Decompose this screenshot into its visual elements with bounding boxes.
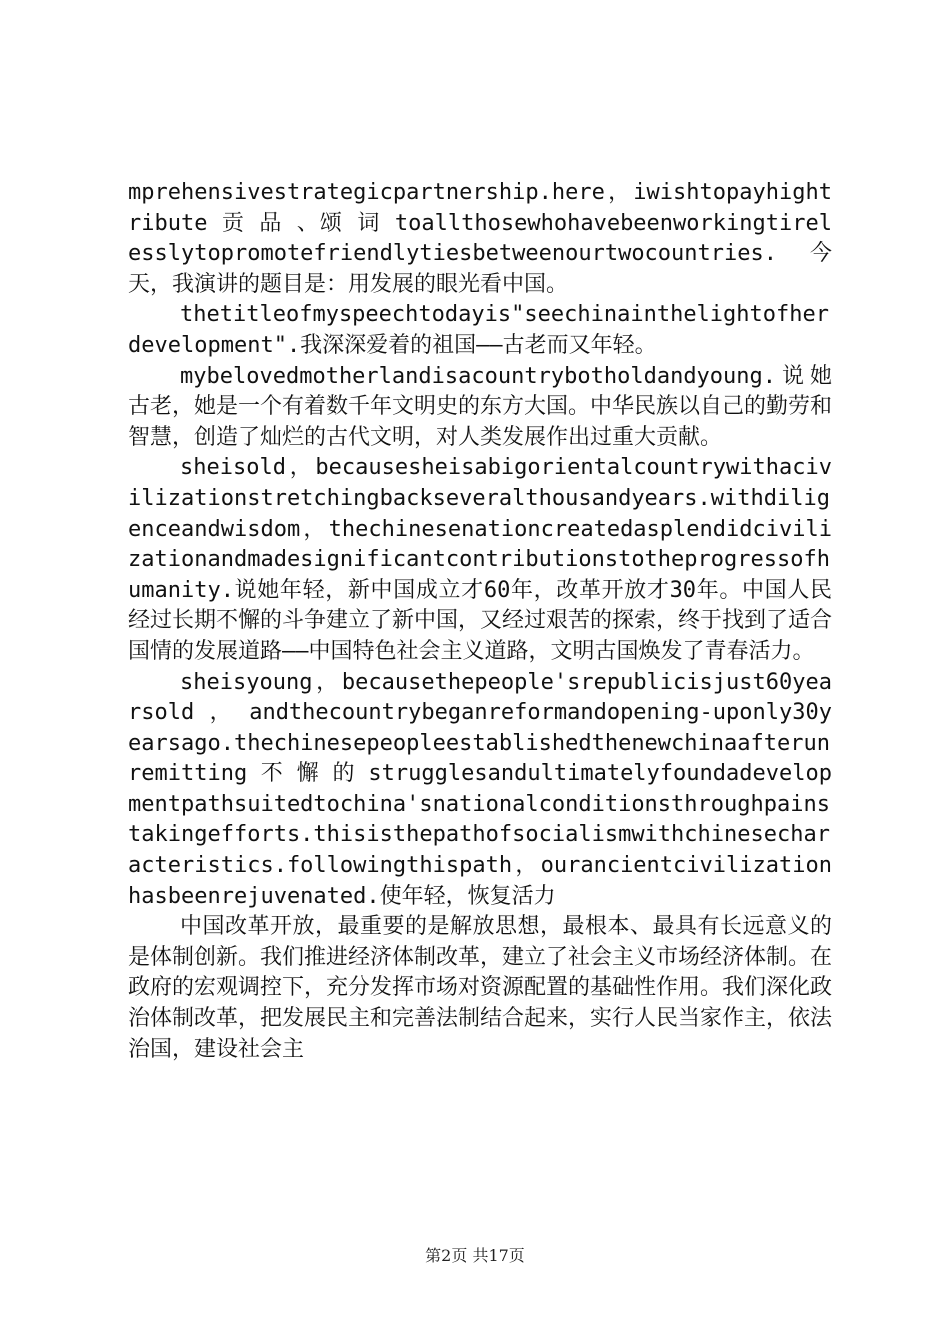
page-footer: 第2页 共17页 <box>425 1246 525 1265</box>
paragraph-5: sheisyoung，becausethepeople'srepublicisjust60yearsold ， andthecountrybeganreformandopening-uponly30yearsago.thechinesepeopleestablishedthenewchinaafterunremitting 不 懈 的 strugglesandultimatelyfoundadevelopmentpathsuitedtochina'snationalconditionsthroughpainstakingefforts.thisisthepathofsocialismwithchinesecharacteristics.followingthispath，ourancientcivilizationhasbeenrejuvenated.使年轻，恢复活力 <box>128 669 832 909</box>
paragraph-3: mybelovedmotherlandisacountrybotholdandyoung.说她古老，她是一个有着数千年文明史的东方大国。中华民族以自己的勤劳和智慧，创造了灿烂的古代文明，对人类发展作出过重大贡献。 <box>128 363 833 450</box>
paragraph-2: thetitleofmyspeechtodayis"seechinainthelightofherdevelopment".我深深爱着的祖国——古老而又年轻。 <box>128 302 830 358</box>
document-body <box>128 178 832 1065</box>
paragraph-1: mprehensivestrategicpartnership.here，iwishtopayhightribute 贡 品 、颂 词 toallthosewhohavebeenworkingtirelesslytopromotefriendlytiesbetweenourtwocountries.今天，我演讲的题目是：用发展的眼光看中国。 <box>128 180 832 297</box>
paragraph-4: sheisold，becausesheisabigorientalcountrywithacivilizationstretchingbackseveralthousandyears.withdiligenceandwisdom，thechinesenationcreatedasplendidcivilizationandmadesignificantcontributionstotheprogressofhumanity.说她年轻，新中国成立才60年，改革开放才30年。中国人民经过长期不懈的斗争建立了新中国，又经过艰苦的探索，终于找到了适合国情的发展道路——中国特色社会主义道路，文明古国焕发了青春活力。 <box>128 455 833 664</box>
paragraph-6: 中国改革开放，最重要的是解放思想，最根本、最具有长远意义的是体制创新。我们推进经济体制改革，建立了社会主义市场经济体制。在政府的宏观调控下，充分发挥市场对资源配置的基础性作用。我们深化政治体制改革，把发展民主和完善法制结合起来，实行人民当家作主，依法治国，建设社会主 <box>128 914 833 1062</box>
